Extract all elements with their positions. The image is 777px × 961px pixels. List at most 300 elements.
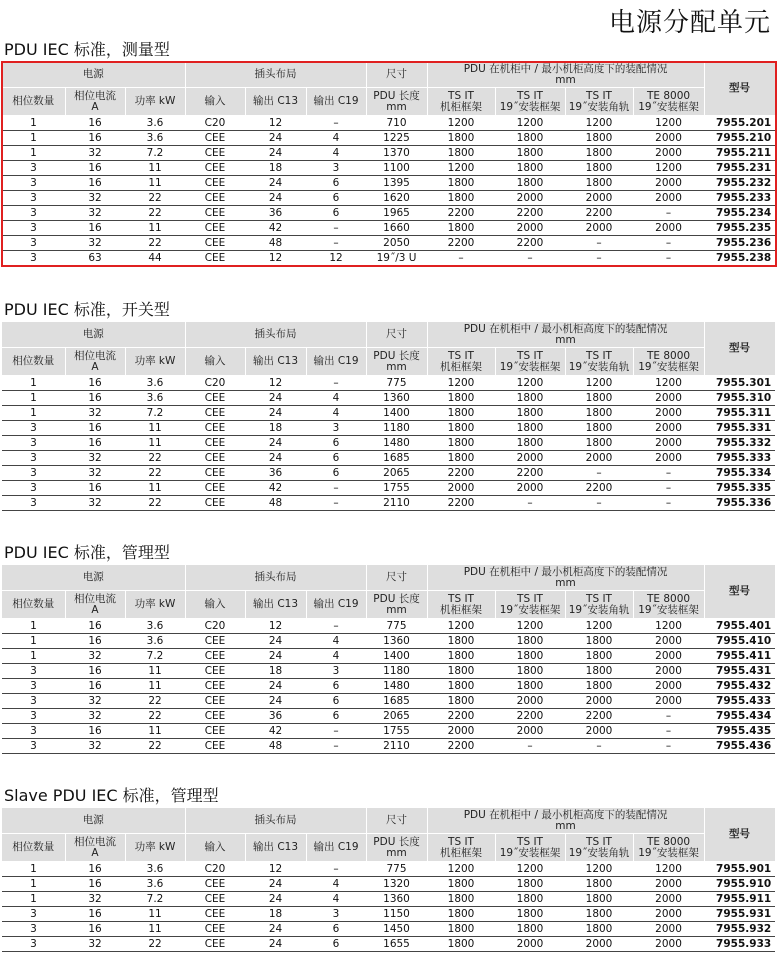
cell-tsit-19-frame: – <box>495 496 565 511</box>
cell-tsit-19-frame: 1800 <box>495 679 565 694</box>
header-output-c13: 输出 C13 <box>245 88 306 116</box>
cell-power: 11 <box>125 221 185 236</box>
cell-tsit-19-frame: 1800 <box>495 161 565 176</box>
cell-phase-current: 32 <box>65 406 125 421</box>
cell-tsit-19-frame: 1800 <box>495 436 565 451</box>
cell-phase-count: 1 <box>2 406 65 421</box>
cell-te8000-frame: – <box>633 236 704 251</box>
cell-model: 7955.434 <box>704 709 775 724</box>
table-row <box>2 191 775 206</box>
cell-te8000-frame: 2000 <box>633 406 704 421</box>
cell-output-c13: 24 <box>245 877 306 892</box>
cell-input: C20 <box>185 619 245 634</box>
header-model: 型号 <box>704 62 775 116</box>
table-row <box>2 679 775 694</box>
cell-output-c19: 6 <box>306 937 366 952</box>
cell-tsit-frame: 1800 <box>427 664 495 679</box>
header-power: 功率 kW <box>125 348 185 376</box>
cell-phase-count: 1 <box>2 619 65 634</box>
cell-output-c19: 6 <box>306 466 366 481</box>
cell-phase-current: 16 <box>65 634 125 649</box>
cell-output-c13: 48 <box>245 496 306 511</box>
table-row <box>2 406 775 421</box>
cell-tsit-19-frame: 2000 <box>495 221 565 236</box>
cell-phase-current: 16 <box>65 907 125 922</box>
cell-tsit-19-rail: 2200 <box>565 709 633 724</box>
cell-tsit-19-rail: – <box>565 251 633 266</box>
cell-tsit-19-frame: 2200 <box>495 206 565 221</box>
cell-tsit-19-frame: 2200 <box>495 709 565 724</box>
cell-output-c19: 4 <box>306 146 366 161</box>
header-phase-current: 相位电流 A <box>65 591 125 619</box>
cell-output-c19: 6 <box>306 436 366 451</box>
table-row <box>2 176 775 191</box>
header-power-group: 电源 <box>2 808 185 834</box>
spec-table <box>2 565 776 754</box>
header-power-group: 电源 <box>2 565 185 591</box>
cell-phase-count: 3 <box>2 161 65 176</box>
cell-phase-count: 1 <box>2 131 65 146</box>
cell-phase-count: 3 <box>2 436 65 451</box>
cell-output-c19: – <box>306 376 366 391</box>
cell-tsit-19-rail: 1200 <box>565 619 633 634</box>
spec-table <box>2 322 776 511</box>
cell-tsit-19-rail: 1800 <box>565 679 633 694</box>
cell-model: 7955.234 <box>704 206 775 221</box>
cell-output-c13: 24 <box>245 922 306 937</box>
cell-tsit-frame: 1200 <box>427 862 495 877</box>
header-input: 输入 <box>185 591 245 619</box>
cell-model: 7955.235 <box>704 221 775 236</box>
cell-model: 7955.331 <box>704 421 775 436</box>
cell-phase-count: 3 <box>2 221 65 236</box>
cell-phase-count: 3 <box>2 664 65 679</box>
cell-phase-current: 32 <box>65 236 125 251</box>
cell-tsit-19-frame: 1800 <box>495 892 565 907</box>
cell-pdu-length: 1180 <box>366 421 427 436</box>
cell-tsit-19-frame: 1800 <box>495 877 565 892</box>
cell-output-c13: 24 <box>245 679 306 694</box>
cell-tsit-19-frame: 1200 <box>495 376 565 391</box>
cell-te8000-frame: 2000 <box>633 649 704 664</box>
cell-tsit-19-frame: 2000 <box>495 724 565 739</box>
cell-te8000-frame: – <box>633 724 704 739</box>
cell-te8000-frame: 2000 <box>633 694 704 709</box>
cell-input: CEE <box>185 161 245 176</box>
cell-pdu-length: 19˝/3 U <box>366 251 427 266</box>
header-socket-group: 插头布局 <box>185 808 366 834</box>
cell-tsit-frame: 1800 <box>427 131 495 146</box>
cell-power: 44 <box>125 251 185 266</box>
cell-tsit-frame: 2000 <box>427 481 495 496</box>
cell-tsit-19-rail: 2000 <box>565 451 633 466</box>
cell-power: 11 <box>125 724 185 739</box>
cell-tsit-19-rail: 1800 <box>565 391 633 406</box>
header-power: 功率 kW <box>125 834 185 862</box>
cell-tsit-19-rail: 1200 <box>565 376 633 391</box>
header-input: 输入 <box>185 348 245 376</box>
cell-phase-current: 32 <box>65 694 125 709</box>
cell-tsit-19-frame: 2000 <box>495 481 565 496</box>
cell-input: CEE <box>185 206 245 221</box>
cell-te8000-frame: – <box>633 206 704 221</box>
cell-phase-current: 32 <box>65 709 125 724</box>
cell-tsit-19-rail: 1800 <box>565 664 633 679</box>
header-power: 功率 kW <box>125 88 185 116</box>
cell-power: 22 <box>125 709 185 724</box>
cell-input: CEE <box>185 451 245 466</box>
cell-te8000-frame: – <box>633 251 704 266</box>
cell-phase-count: 3 <box>2 481 65 496</box>
header-socket-group: 插头布局 <box>185 322 366 348</box>
table-row <box>2 922 775 937</box>
cell-phase-current: 16 <box>65 664 125 679</box>
cell-power: 22 <box>125 236 185 251</box>
cell-tsit-19-frame: 2200 <box>495 236 565 251</box>
cell-output-c19: 3 <box>306 664 366 679</box>
header-power: 功率 kW <box>125 591 185 619</box>
cell-phase-count: 3 <box>2 922 65 937</box>
spec-table <box>2 62 776 266</box>
header-model: 型号 <box>704 565 775 619</box>
cell-input: CEE <box>185 466 245 481</box>
cell-tsit-19-frame: – <box>495 739 565 754</box>
header-tsit-19-frame: TS IT 19˝安装框架 <box>495 591 565 619</box>
cell-tsit-19-frame: 1200 <box>495 619 565 634</box>
cell-power: 11 <box>125 421 185 436</box>
cell-model: 7955.410 <box>704 634 775 649</box>
cell-phase-current: 32 <box>65 146 125 161</box>
cell-output-c19: 6 <box>306 922 366 937</box>
cell-te8000-frame: 2000 <box>633 421 704 436</box>
cell-tsit-frame: 1800 <box>427 436 495 451</box>
cell-model: 7955.233 <box>704 191 775 206</box>
cell-tsit-19-rail: 1800 <box>565 892 633 907</box>
cell-output-c19: 4 <box>306 131 366 146</box>
cell-power: 3.6 <box>125 862 185 877</box>
cell-tsit-19-frame: 1800 <box>495 634 565 649</box>
cell-output-c13: 48 <box>245 739 306 754</box>
cell-input: CEE <box>185 436 245 451</box>
cell-output-c13: 12 <box>245 619 306 634</box>
cell-tsit-frame: 1800 <box>427 679 495 694</box>
cell-phase-count: 3 <box>2 709 65 724</box>
cell-te8000-frame: 2000 <box>633 877 704 892</box>
cell-output-c19: 6 <box>306 709 366 724</box>
cell-pdu-length: 2065 <box>366 466 427 481</box>
header-phase-count: 相位数量 <box>2 834 65 862</box>
cell-tsit-19-frame: 1800 <box>495 649 565 664</box>
cell-output-c19: 3 <box>306 907 366 922</box>
cell-input: CEE <box>185 251 245 266</box>
cell-output-c13: 48 <box>245 236 306 251</box>
cell-te8000-frame: 2000 <box>633 634 704 649</box>
cell-phase-count: 3 <box>2 191 65 206</box>
cell-model: 7955.932 <box>704 922 775 937</box>
cell-pdu-length: 2110 <box>366 739 427 754</box>
section-title: PDU IEC 标准，管理型 <box>4 543 170 562</box>
cell-tsit-frame: 1800 <box>427 191 495 206</box>
header-te8000-frame: TE 8000 19˝安装框架 <box>633 834 704 862</box>
cell-tsit-19-rail: 1800 <box>565 649 633 664</box>
cell-model: 7955.910 <box>704 877 775 892</box>
table-row <box>2 236 775 251</box>
cell-phase-count: 3 <box>2 421 65 436</box>
cell-model: 7955.231 <box>704 161 775 176</box>
header-output-c13: 输出 C13 <box>245 348 306 376</box>
cell-tsit-19-rail: 1800 <box>565 406 633 421</box>
cell-output-c13: 12 <box>245 376 306 391</box>
cell-model: 7955.911 <box>704 892 775 907</box>
cell-output-c19: 3 <box>306 421 366 436</box>
cell-tsit-frame: 2200 <box>427 709 495 724</box>
cell-phase-current: 32 <box>65 937 125 952</box>
cell-tsit-frame: 1800 <box>427 649 495 664</box>
table-row <box>2 634 775 649</box>
cell-te8000-frame: 2000 <box>633 436 704 451</box>
header-install-group: PDU 在机柜中 / 最小机柜高度下的装配情况 mm <box>427 62 704 88</box>
section-title: Slave PDU IEC 标准，管理型 <box>4 786 219 805</box>
header-pdu-length: PDU 长度 mm <box>366 88 427 116</box>
cell-output-c13: 18 <box>245 664 306 679</box>
cell-output-c13: 12 <box>245 862 306 877</box>
header-tsit-frame: TS IT 机柜框架 <box>427 348 495 376</box>
cell-phase-count: 1 <box>2 146 65 161</box>
cell-pdu-length: 1755 <box>366 481 427 496</box>
cell-output-c13: 36 <box>245 206 306 221</box>
cell-output-c19: – <box>306 116 366 131</box>
cell-power: 3.6 <box>125 391 185 406</box>
header-size-group: 尺寸 <box>366 62 427 88</box>
header-tsit-frame: TS IT 机柜框架 <box>427 88 495 116</box>
spec-table <box>2 808 776 952</box>
header-phase-count: 相位数量 <box>2 348 65 376</box>
cell-tsit-19-frame: 1800 <box>495 907 565 922</box>
header-phase-count: 相位数量 <box>2 88 65 116</box>
cell-tsit-19-frame: – <box>495 251 565 266</box>
table-row <box>2 739 775 754</box>
cell-pdu-length: 1180 <box>366 664 427 679</box>
cell-tsit-frame: 2000 <box>427 724 495 739</box>
cell-output-c13: 18 <box>245 161 306 176</box>
cell-output-c19: 12 <box>306 251 366 266</box>
cell-phase-count: 3 <box>2 907 65 922</box>
cell-tsit-19-rail: 2200 <box>565 206 633 221</box>
cell-power: 11 <box>125 436 185 451</box>
table-row <box>2 649 775 664</box>
cell-tsit-19-rail: 2200 <box>565 481 633 496</box>
cell-phase-current: 16 <box>65 862 125 877</box>
cell-tsit-19-frame: 2000 <box>495 451 565 466</box>
cell-tsit-19-rail: 2000 <box>565 191 633 206</box>
cell-pdu-length: 1480 <box>366 679 427 694</box>
cell-phase-current: 16 <box>65 376 125 391</box>
cell-tsit-19-rail: 1800 <box>565 877 633 892</box>
cell-pdu-length: 775 <box>366 376 427 391</box>
cell-input: CEE <box>185 709 245 724</box>
header-install-group: PDU 在机柜中 / 最小机柜高度下的装配情况 mm <box>427 322 704 348</box>
cell-phase-current: 16 <box>65 131 125 146</box>
cell-tsit-frame: 1800 <box>427 907 495 922</box>
cell-power: 3.6 <box>125 116 185 131</box>
cell-te8000-frame: 1200 <box>633 376 704 391</box>
cell-phase-count: 3 <box>2 724 65 739</box>
cell-output-c19: 6 <box>306 191 366 206</box>
header-phase-current: 相位电流 A <box>65 834 125 862</box>
section-slave-managed <box>2 786 775 952</box>
cell-tsit-frame: 1800 <box>427 176 495 191</box>
cell-output-c13: 42 <box>245 221 306 236</box>
cell-input: C20 <box>185 376 245 391</box>
cell-phase-count: 1 <box>2 376 65 391</box>
header-phase-current: 相位电流 A <box>65 88 125 116</box>
cell-tsit-19-rail: – <box>565 466 633 481</box>
cell-tsit-frame: 1800 <box>427 146 495 161</box>
cell-tsit-frame: 1800 <box>427 451 495 466</box>
table-row <box>2 694 775 709</box>
cell-output-c19: 6 <box>306 206 366 221</box>
cell-power: 7.2 <box>125 146 185 161</box>
cell-phase-current: 16 <box>65 391 125 406</box>
cell-pdu-length: 1755 <box>366 724 427 739</box>
page-title: 电源分配单元 <box>608 8 771 38</box>
cell-phase-count: 1 <box>2 116 65 131</box>
cell-tsit-19-frame: 1800 <box>495 406 565 421</box>
cell-phase-current: 16 <box>65 421 125 436</box>
cell-tsit-19-rail: 1200 <box>565 862 633 877</box>
cell-phase-count: 3 <box>2 679 65 694</box>
header-input: 输入 <box>185 834 245 862</box>
cell-output-c13: 12 <box>245 251 306 266</box>
cell-tsit-frame: 2200 <box>427 236 495 251</box>
cell-power: 22 <box>125 496 185 511</box>
cell-power: 11 <box>125 907 185 922</box>
cell-phase-count: 1 <box>2 634 65 649</box>
cell-tsit-frame: 1200 <box>427 376 495 391</box>
cell-tsit-19-rail: 2000 <box>565 221 633 236</box>
cell-output-c13: 18 <box>245 907 306 922</box>
cell-output-c13: 36 <box>245 466 306 481</box>
section-measured <box>2 40 775 266</box>
table-row <box>2 862 775 877</box>
cell-phase-count: 3 <box>2 937 65 952</box>
cell-pdu-length: 1395 <box>366 176 427 191</box>
cell-output-c19: – <box>306 496 366 511</box>
cell-phase-count: 3 <box>2 451 65 466</box>
header-output-c19: 输出 C19 <box>306 348 366 376</box>
cell-tsit-frame: 1800 <box>427 694 495 709</box>
section-title: PDU IEC 标准，开关型 <box>4 300 170 319</box>
cell-te8000-frame: 2000 <box>633 146 704 161</box>
cell-power: 22 <box>125 937 185 952</box>
cell-te8000-frame: 1200 <box>633 161 704 176</box>
cell-power: 11 <box>125 922 185 937</box>
cell-output-c13: 24 <box>245 191 306 206</box>
cell-output-c13: 24 <box>245 634 306 649</box>
cell-tsit-19-frame: 2000 <box>495 694 565 709</box>
cell-te8000-frame: – <box>633 709 704 724</box>
cell-tsit-19-frame: 2000 <box>495 191 565 206</box>
cell-phase-current: 32 <box>65 649 125 664</box>
cell-phase-current: 32 <box>65 191 125 206</box>
cell-output-c19: 4 <box>306 877 366 892</box>
cell-te8000-frame: 2000 <box>633 221 704 236</box>
cell-model: 7955.311 <box>704 406 775 421</box>
cell-output-c19: 4 <box>306 649 366 664</box>
header-output-c19: 输出 C19 <box>306 88 366 116</box>
cell-tsit-19-frame: 1200 <box>495 116 565 131</box>
table-row <box>2 877 775 892</box>
header-model: 型号 <box>704 808 775 862</box>
cell-output-c19: 4 <box>306 391 366 406</box>
cell-input: CEE <box>185 724 245 739</box>
cell-tsit-19-frame: 1800 <box>495 391 565 406</box>
cell-model: 7955.310 <box>704 391 775 406</box>
cell-input: CEE <box>185 664 245 679</box>
cell-tsit-19-frame: 1800 <box>495 131 565 146</box>
cell-pdu-length: 710 <box>366 116 427 131</box>
table-row <box>2 251 775 266</box>
cell-power: 22 <box>125 739 185 754</box>
cell-power: 3.6 <box>125 619 185 634</box>
cell-pdu-length: 1100 <box>366 161 427 176</box>
cell-phase-current: 16 <box>65 116 125 131</box>
cell-phase-current: 16 <box>65 436 125 451</box>
cell-pdu-length: 1965 <box>366 206 427 221</box>
cell-pdu-length: 1685 <box>366 694 427 709</box>
cell-phase-current: 32 <box>65 466 125 481</box>
cell-phase-current: 63 <box>65 251 125 266</box>
cell-pdu-length: 1400 <box>366 649 427 664</box>
cell-te8000-frame: 2000 <box>633 892 704 907</box>
header-pdu-length: PDU 长度 mm <box>366 591 427 619</box>
cell-power: 22 <box>125 466 185 481</box>
cell-output-c13: 24 <box>245 131 306 146</box>
cell-input: CEE <box>185 739 245 754</box>
cell-output-c13: 18 <box>245 421 306 436</box>
cell-power: 3.6 <box>125 376 185 391</box>
cell-te8000-frame: – <box>633 466 704 481</box>
cell-te8000-frame: 2000 <box>633 922 704 937</box>
cell-phase-current: 32 <box>65 892 125 907</box>
cell-output-c13: 24 <box>245 391 306 406</box>
cell-tsit-19-rail: 2000 <box>565 937 633 952</box>
header-tsit-19-rail: TS IT 19˝安装角轨 <box>565 348 633 376</box>
cell-model: 7955.411 <box>704 649 775 664</box>
cell-tsit-19-rail: 1800 <box>565 161 633 176</box>
cell-input: CEE <box>185 496 245 511</box>
cell-te8000-frame: 1200 <box>633 619 704 634</box>
header-input: 输入 <box>185 88 245 116</box>
cell-model: 7955.332 <box>704 436 775 451</box>
cell-model: 7955.933 <box>704 937 775 952</box>
table-row <box>2 131 775 146</box>
cell-power: 3.6 <box>125 634 185 649</box>
header-output-c13: 输出 C13 <box>245 591 306 619</box>
cell-model: 7955.336 <box>704 496 775 511</box>
table-row <box>2 376 775 391</box>
table-row <box>2 146 775 161</box>
cell-tsit-frame: 2200 <box>427 739 495 754</box>
cell-output-c19: – <box>306 619 366 634</box>
cell-pdu-length: 1480 <box>366 436 427 451</box>
table-row <box>2 664 775 679</box>
header-tsit-frame: TS IT 机柜框架 <box>427 834 495 862</box>
cell-model: 7955.236 <box>704 236 775 251</box>
cell-te8000-frame: 1200 <box>633 862 704 877</box>
header-install-group: PDU 在机柜中 / 最小机柜高度下的装配情况 mm <box>427 565 704 591</box>
cell-te8000-frame: – <box>633 739 704 754</box>
